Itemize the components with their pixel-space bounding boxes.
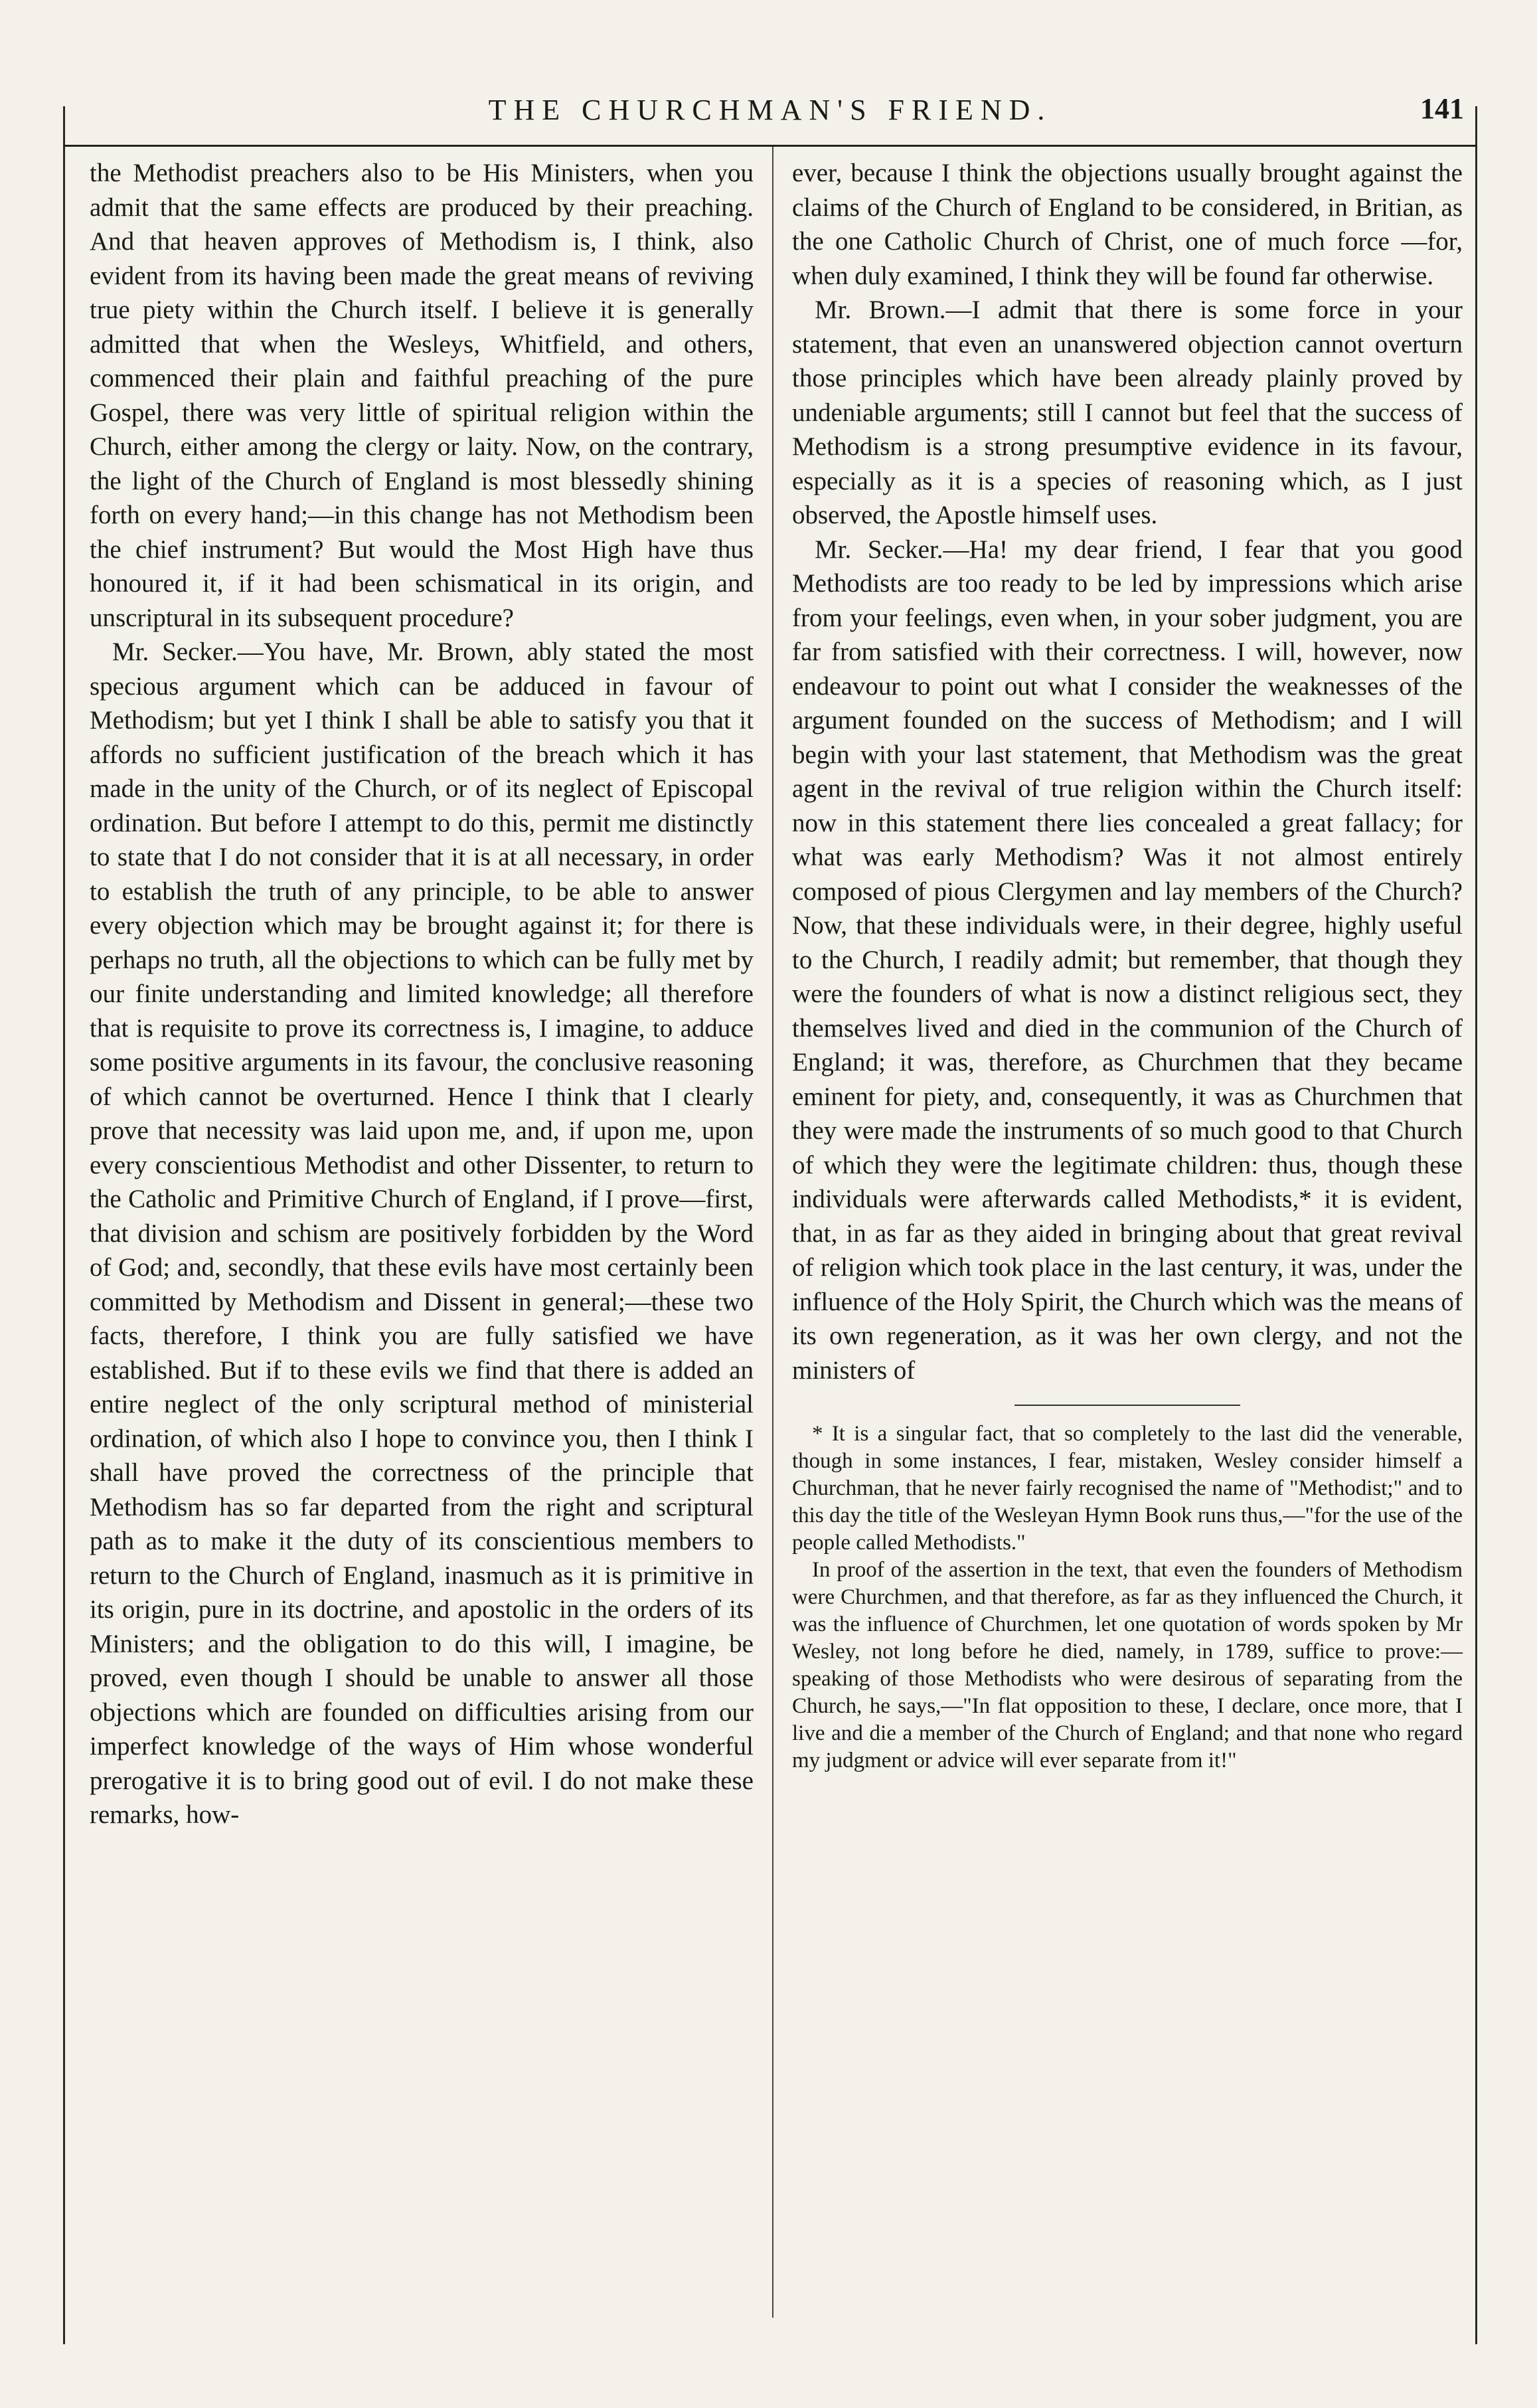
right-border-rule bbox=[1475, 106, 1477, 2344]
body-paragraph: Mr. Secker.—You have, Mr. Brown, ably stated the most specious argument which can be adduced in favour of Methodism; but yet I think I shall be able to satisfy you that it affords no sufficient justification of the breach which it has made in the unity of the Church, or of its neglect of Episcopal ordination. But before I attempt to do this, permit me distinctly to state that I do not consider that it is at all necessary, in order to establish the truth of any principle, to be able to answer every objection which may be brought against it; for there is perhaps no truth, all the objections to which can be fully met by our finite understanding and limited knowledge; all therefore that is requisite to prove its correctness is, I imagine, to adduce some positive arguments in its favour, the conclusive reasoning of which cannot be overturned. Hence I think that I clearly prove that necessity was laid upon me, and, if upon me, upon every conscientious Methodist and other Dissenter, to return to the Catholic and Primitive Church of England, if I prove—first, that division and schism are positively forbidden by the Word of God; and, secondly, that these evils have most certainly been committed by Methodism and Dissent in general;—these two facts, therefore, I think you are fully satisfied we have established. But if to these evils we find that there is added an entire neglect of the only scriptural method of ministerial ordination, of which also I hope to convince you, then I think I shall have proved the correctness of the principle that Methodism has so far departed from the right and scriptural path as to make it the duty of its conscientious members to return to the Church of England, inasmuch as it is primitive in its origin, pure in its doctrine, and apostolic in the orders of its Ministers; and the obligation to do this will, I imagine, be proved, even though I should be unable to answer all those objections which are founded on difficulties arising from our imperfect knowledge of the ways of Him whose wonderful prerogative it is to bring good out of evil. I do not make these remarks, how- bbox=[90, 638, 754, 1829]
footnote: * It is a singular fact, that so completely to the last did the venerable, though in some instances, I fear, mistaken, Wesley consider himself a Churchman, that he never fairly recognised the name of "Methodist;" and to this day the title of the Wesleyan Hymn Book runs thus,—"for the use of the people called Methodists." bbox=[792, 1422, 1463, 1555]
footnote-rule bbox=[1014, 1405, 1240, 1406]
running-header bbox=[63, 80, 1477, 139]
body-paragraph: ever, because I think the objections usually brought against the claims of the Church of England to be considered, in Britian, as the one Catholic Church of Christ, one of much force —for, when duly examined, I think they will be found far otherwise. bbox=[792, 159, 1463, 290]
page-frame bbox=[63, 66, 1477, 2344]
right-column bbox=[792, 156, 1463, 1774]
footnotes bbox=[792, 1420, 1463, 1774]
column-divider-rule bbox=[772, 146, 773, 2318]
body-paragraph: Mr. Brown.—I admit that there is some force in your statement, that even an unanswered objection cannot overturn those principles which have been already plainly proved by undeniable arguments; still I cannot but feel that the success of Methodism is a strong presumptive evidence in its favour, especially as it is a species of reasoning which, as I just observed, the Apostle himself uses. bbox=[792, 296, 1463, 529]
left-border-rule bbox=[63, 106, 65, 2344]
page-number: 141 bbox=[1420, 92, 1464, 125]
body-paragraph: Mr. Secker.—Ha! my dear friend, I fear that you good Methodists are too ready to be led by impressions which arise from your feelings, even when, in your sober judgment, you are far from satisfied with their correctness. I will, however, now endeavour to point out what I consider the weaknesses of the argument founded on the success of Methodism; and I will begin with your last statement, that Methodism was the great agent in the revival of true religion within the Church itself: now in this statement there lies concealed a great fallacy; for what was early Methodism? Was it not almost entirely composed of pious Clergymen and lay members of the Church? Now, that these individuals were, in their degree, highly useful to the Church, I readily admit; but remember, that though they were the founders of what is now a distinct religious sect, they themselves lived and died in the communion of the Church of England; it was, therefore, as Churchmen that they became eminent for piety, and, consequently, it was as Churchmen that they were made the instruments of so much good to that Church of which they were the legitimate children: thus, though these individuals were afterwards called Methodists,* it is evident, that, in as far as they aided in bringing about that great revival of religion which took place in the last century, it was, under the influence of the Holy Spirit, the Church which was the means of its own regeneration, as it was her own clergy, and not the ministers of bbox=[792, 535, 1463, 1385]
body-paragraph: the Methodist preachers also to be His Ministers, when you admit that the same effects are produced by their preaching. And that heaven approves of Methodism is, I think, also evident from its having been made the great means of reviving true piety within the Church itself. I believe it is generally admitted that when the Wesleys, Whitfield, and others, commenced their plain and faithful preaching of the pure Gospel, there was very little of spiritual religion within the Church, either among the clergy or laity. Now, on the contrary, the light of the Church of England is most blessedly shining forth on every hand;—in this change has not Methodism been the chief instrument? But would the Most High have thus honoured it, if it had been schismatical in its origin, and unscriptural in its subsequent procedure? bbox=[90, 159, 754, 632]
left-column bbox=[90, 156, 754, 1832]
running-title: THE CHURCHMAN'S FRIEND. bbox=[488, 93, 1052, 126]
header-rule bbox=[63, 145, 1477, 147]
footnote: In proof of the assertion in the text, that even the founders of Methodism were Churchmen, and that therefore, as far as they influenced the Church, it was the influence of Churchmen, let one quotation of words spoken by Mr Wesley, not long before he died, namely, in 1789, suffice to prove:—speaking of those Methodists who were desirous of separating from the Church, he says,—"In flat opposition to these, I declare, once more, that I live and die a member of the Church of England; and that none who regard my judgment or advice will ever separate from it!" bbox=[792, 1558, 1463, 1772]
